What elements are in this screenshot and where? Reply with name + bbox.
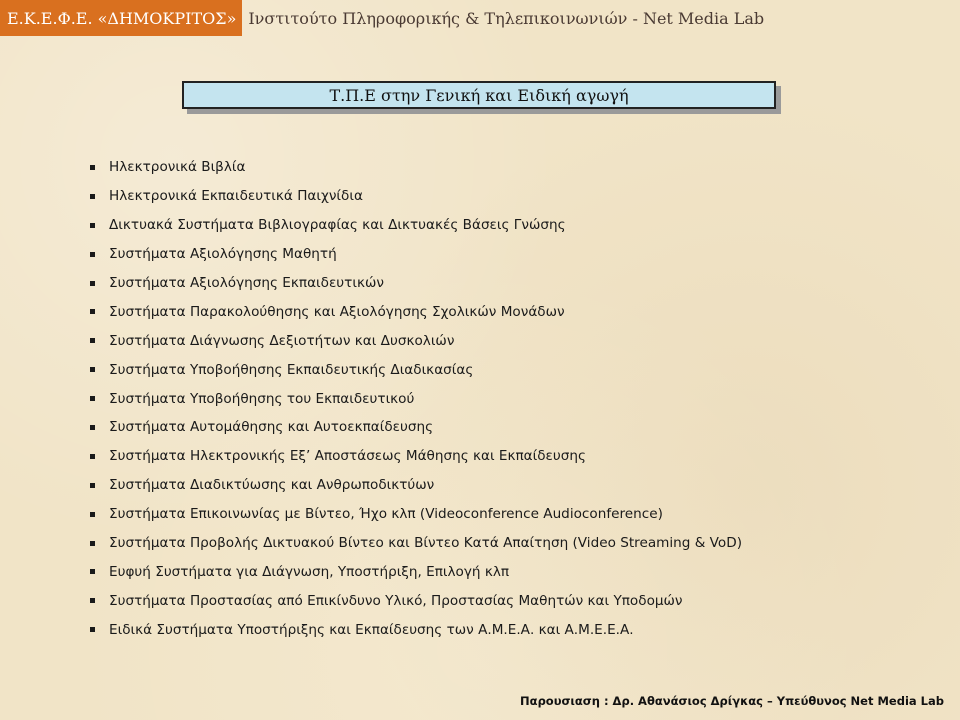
square-bullet-icon [90, 541, 95, 546]
organization-name: Ε.Κ.Ε.Φ.Ε. «ΔΗΜΟΚΡΙΤΟΣ» [0, 0, 242, 36]
square-bullet-icon [90, 454, 95, 459]
institute-name: Ινστιτούτο Πληροφορικής & Τηλεπικοινωνιών - Net Media Lab [248, 8, 765, 28]
list-item-text: Συστήματα Αξιολόγησης Μαθητή [109, 246, 337, 263]
list-item [90, 413, 742, 442]
list-item-text: Ειδικά Συστήματα Υποστήριξης και Εκπαίδευσης των Α.Μ.Ε.Α. και Α.Μ.Ε.Ε.Α. [109, 621, 634, 638]
header-bar [0, 0, 764, 36]
list-item-text: Συστήματα Προστασίας από Επικίνδυνο Υλικό, Προστασίας Μαθητών και Υποδομών [109, 592, 683, 609]
square-bullet-icon [90, 569, 95, 574]
list-item-text: Συστήματα Διάγνωσης Δεξιοτήτων και Δυσκολιών [109, 332, 455, 349]
list-item [90, 326, 742, 355]
list-item [90, 240, 742, 269]
list-item [90, 211, 742, 240]
square-bullet-icon [90, 627, 95, 632]
square-bullet-icon [90, 512, 95, 517]
bullet-list [90, 153, 742, 644]
list-item [90, 297, 742, 326]
square-bullet-icon [90, 223, 95, 228]
square-bullet-icon [90, 367, 95, 372]
list-item [90, 355, 742, 384]
list-item [90, 269, 742, 298]
square-bullet-icon [90, 396, 95, 401]
square-bullet-icon [90, 425, 95, 430]
square-bullet-icon [90, 309, 95, 314]
list-item [90, 442, 742, 471]
list-item-text: Συστήματα Αξιολόγησης Εκπαιδευτικών [109, 275, 384, 291]
list-item [90, 529, 742, 558]
list-item-text: Δικτυακά Συστήματα Βιβλιογραφίας και Δικτυακές Βάσεις Γνώσης [109, 217, 566, 234]
square-bullet-icon [90, 281, 95, 286]
list-item [90, 471, 742, 500]
list-item-text: Ηλεκτρονικά Εκπαιδευτικά Παιχνίδια [109, 188, 363, 205]
square-bullet-icon [90, 338, 95, 343]
list-item-text: Συστήματα Υποβοήθησης του Εκπαιδευτικού [109, 390, 415, 407]
slide-title-text: Τ.Π.Ε στην Γενική και Ειδική αγωγή [329, 85, 629, 105]
list-item-text: Συστήματα Ηλεκτρονικής Εξ’ Αποστάσεως Μάθησης και Εκπαίδευσης [109, 448, 586, 465]
list-item-text: Συστήματα Επικοινωνίας με Βίντεο, Ήχο κλπ (Videoconference Audioconference) [109, 506, 663, 523]
list-item [90, 182, 742, 211]
list-item [90, 615, 742, 644]
list-item [90, 557, 742, 586]
list-item-text: Ηλεκτρονικά Βιβλία [109, 159, 246, 176]
square-bullet-icon [90, 252, 95, 257]
list-item-text: Συστήματα Παρακολούθησης και Αξιολόγησης Σχολικών Μονάδων [109, 303, 565, 320]
list-item-text: Ευφυή Συστήματα για Διάγνωση, Υποστήριξη, Επιλογή κλπ [109, 563, 510, 580]
list-item [90, 500, 742, 529]
slide-title [182, 81, 776, 109]
list-item-text: Συστήματα Διαδικτύωσης και Ανθρωποδικτύων [109, 477, 435, 494]
square-bullet-icon [90, 194, 95, 199]
list-item-text: Συστήματα Υποβοήθησης Εκπαιδευτικής Διαδικασίας [109, 361, 474, 378]
square-bullet-icon [90, 165, 95, 170]
list-item [90, 586, 742, 615]
square-bullet-icon [90, 598, 95, 603]
list-item-text: Συστήματα Προβολής Δικτυακού Βίντεο και Βίντεο Κατά Απαίτηση (Video Streaming & VoD) [109, 535, 742, 552]
list-item [90, 384, 742, 413]
footer-presenter: Παρουσιαση : Δρ. Αθανάσιος Δρίγκας – Υπεύθυνος Net Media Lab [520, 694, 944, 708]
list-item-text: Συστήματα Αυτομάθησης και Αυτοεκπαίδευσης [109, 419, 434, 436]
list-item [90, 153, 742, 182]
square-bullet-icon [90, 483, 95, 488]
